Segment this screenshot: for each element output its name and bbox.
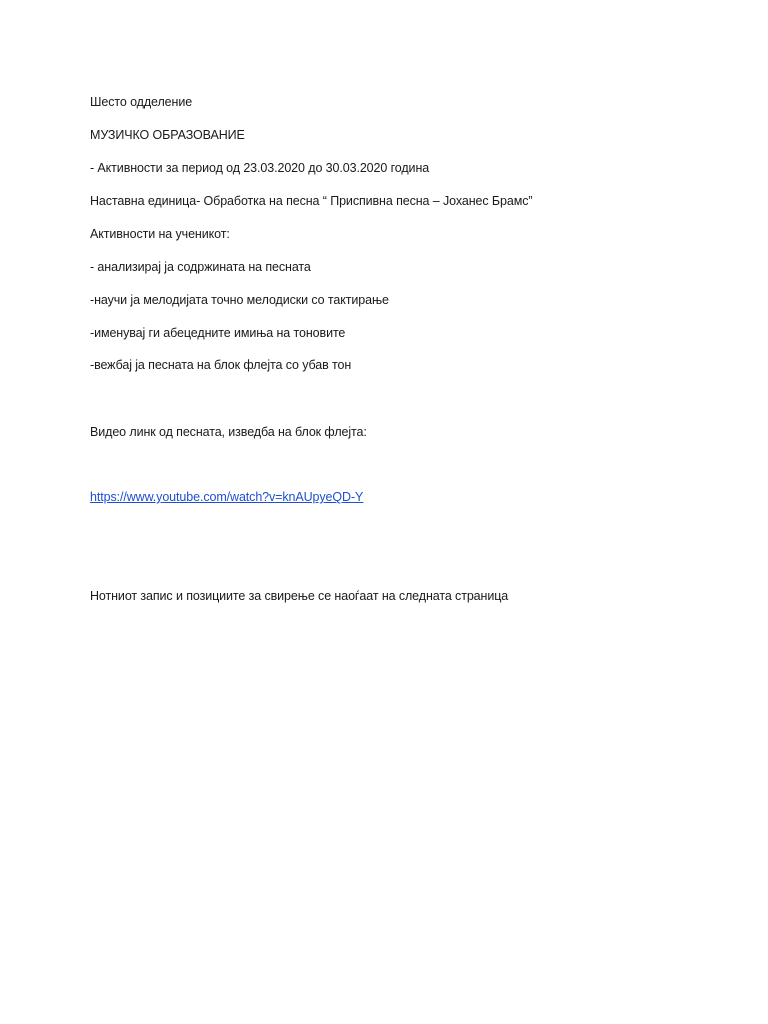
activity-item-4: -вежбај ја песната на блок флејта со убав тон	[90, 358, 352, 372]
video-label: Видео линк од песната, изведба на блок флејта:	[90, 425, 367, 439]
lesson-unit-text: Наставна единица- Обработка на песна “ Приспивна песна – Јоханес Брамс”	[90, 194, 533, 208]
subject-title: МУЗИЧКО ОБРАЗОВАНИЕ	[90, 128, 245, 142]
activity-item-1: - анализирај ја содржината на песната	[90, 260, 311, 274]
period-text: - Активности за период од 23.03.2020 до 30.03.2020 година	[90, 161, 430, 175]
grade-text: Шесто одделение	[90, 95, 193, 109]
activity-item-2: -научи ја мелодијата точно мелодиски со тактирање	[90, 293, 389, 307]
footer-note: Нотниот запис и позициите за свирење се наоѓаат на следната страница	[90, 589, 509, 603]
activity-item-3: -именувај ги абецедните имиња на тоновите	[90, 326, 346, 340]
video-link[interactable]: https://www.youtube.com/watch?v=knAUpyeQD-Y	[90, 490, 364, 504]
activities-heading: Активности на ученикот:	[90, 227, 230, 241]
